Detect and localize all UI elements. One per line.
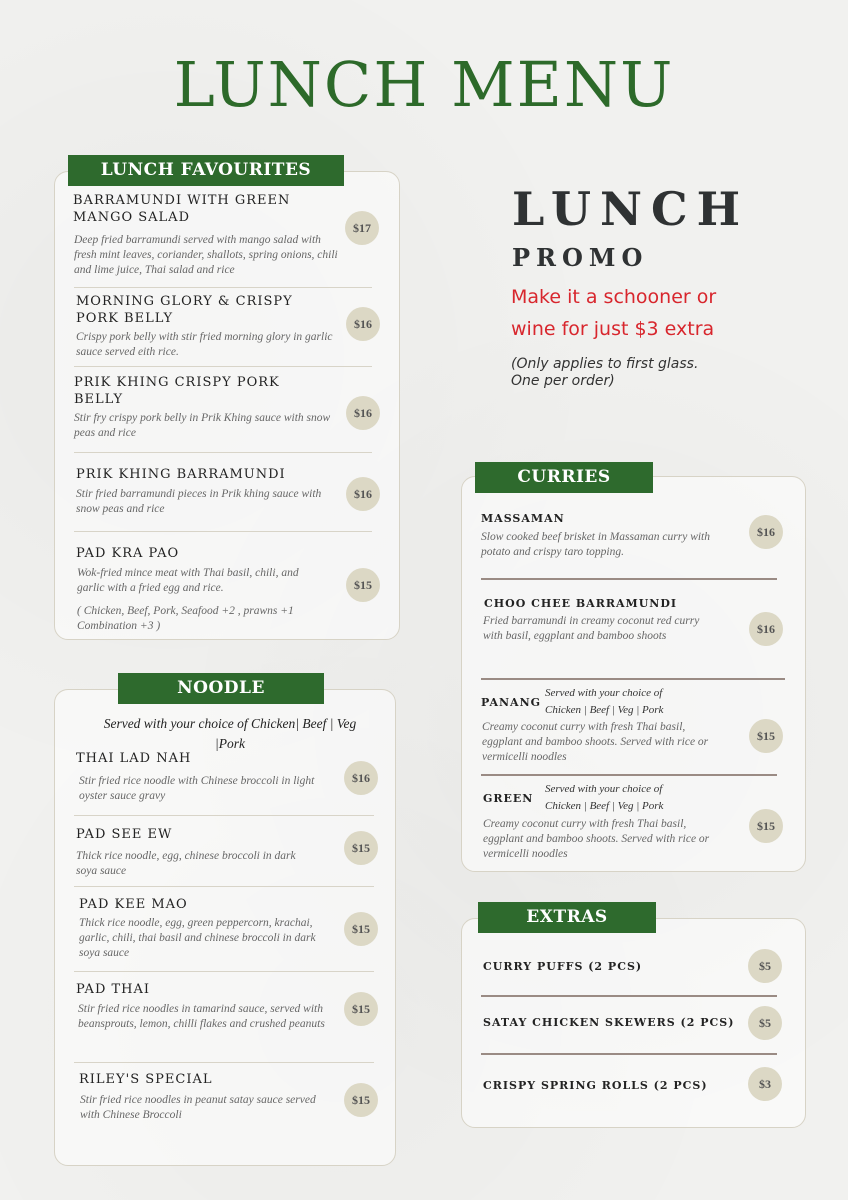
menu-item-desc: Thick rice noodle, egg, green peppercorn, krachai, garlic, chili, thai basil and chinese broccoli in dark soya sauce [79,917,316,959]
divider [481,774,777,776]
menu-item-desc: Stir fried barramundi pieces in Prik khing sauce with snow peas and rice [76,488,322,515]
price-badge: $16 [346,307,380,341]
menu-item-desc: Deep fried barramundi served with mango salad with fresh mint leaves, coriander, shallots, spring onions, chili and lime juice, Thai salad and rice [74,234,338,276]
menu-item-desc: Creamy coconut curry with fresh Thai basil, eggplant and bamboo shoots. Served with rice or vermicelli noodles [482,721,709,763]
menu-item-name: PAD SEE EW [76,827,173,842]
divider [481,678,785,680]
price-badge: $15 [344,912,378,946]
curry-choice-line2: Chicken | Beef | Veg | Pork [545,800,664,812]
menu-item-name: PRIK KHING CRISPY PORK BELLY [74,375,280,407]
divider [74,531,372,532]
price-badge: $15 [344,992,378,1026]
menu-item-desc: Slow cooked beef brisket in Massaman curry with potato and crispy taro topping. [481,531,711,558]
divider [74,366,372,367]
menu-item-name: BARRAMUNDI WITH GREEN MANGO SALAD [73,193,291,225]
menu-item-desc: Creamy coconut curry with fresh Thai basil, eggplant and bamboo shoots. Served with rice or vermicelli noodles [483,818,710,860]
price-badge: $5 [748,1006,782,1040]
divider [74,815,374,816]
menu-item-desc: Stir fried rice noodles in peanut satay sauce served with Chinese Broccoli [80,1094,316,1121]
menu-item-desc: Stir fry crispy pork belly in Prik Khing sauce with snow peas and rice [74,412,331,439]
promo-title: LUNCH [512,182,750,236]
divider [481,995,777,997]
price-badge: $16 [346,396,380,430]
price-badge: $5 [748,949,782,983]
menu-item-name: RILEY'S SPECIAL [79,1072,213,1087]
menu-item-desc: Fried barramundi in creamy coconut red curry with basil, eggplant and bamboo shoots [483,615,700,642]
menu-item-name: PANANG [481,696,542,709]
price-badge: $16 [344,761,378,795]
menu-item-name: GREEN [483,792,534,805]
menu-item-name: CURRY PUFFS (2 PCS) [483,960,643,973]
price-badge: $17 [345,211,379,245]
price-badge: $16 [749,612,783,646]
menu-item-desc: Wok-fried mince meat with Thai basil, chili, and garlic with a fried egg and rice. [77,567,299,594]
extras-heading: EXTRAS [478,902,656,933]
price-badge: $15 [749,809,783,843]
divider [74,452,372,453]
curry-choice-line1: Served with your choice of [545,783,663,795]
price-badge: $15 [346,568,380,602]
menu-item-desc: Thick rice noodle, egg, chinese broccoli in dark soya sauce [76,850,296,877]
promo-note-line1: (Only applies to first glass. [511,356,699,372]
price-badge: $16 [749,515,783,549]
divider [74,886,374,887]
promo-offer-line1: Make it a schooner or [511,286,717,308]
promo-offer-line2: wine for just $3 extra [511,318,715,340]
menu-item-name: THAI LAD NAH [76,751,192,766]
divider [74,971,374,972]
price-badge: $15 [344,1083,378,1117]
price-badge: $15 [749,719,783,753]
favourites-heading: LUNCH FAVOURITES [68,155,344,186]
menu-item-note: ( Chicken, Beef, Pork, Seafood +2 , prawns +1 Combination +3 ) [77,605,294,632]
divider [74,1062,374,1063]
menu-item-name: CRISPY SPRING ROLLS (2 PCS) [483,1079,708,1092]
divider [74,287,372,288]
curry-choice-line2: Chicken | Beef | Veg | Pork [545,704,664,716]
curries-heading: CURRIES [475,462,653,493]
price-badge: $15 [344,831,378,865]
menu-item-desc: Stir fried rice noodle with Chinese broccoli in light oyster sauce gravy [79,775,315,802]
menu-item-name: PAD KEE MAO [79,897,188,912]
noodle-heading: NOODLE [118,673,324,704]
menu-item-name: PAD THAI [76,982,151,997]
menu-item-name: SATAY CHICKEN SKEWERS (2 PCS) [483,1016,735,1029]
divider [481,578,777,580]
menu-item-desc: Stir fried rice noodles in tamarind sauce, served with beansprouts, lemon, chilli flakes and crushed peanuts [78,1003,325,1030]
page-title: LUNCH MENU [173,48,675,121]
price-badge: $3 [748,1067,782,1101]
menu-item-name: PRIK KHING BARRAMUNDI [76,467,286,482]
menu-item-name: MASSAMAN [481,512,565,525]
menu-item-name: PAD KRA PAO [76,546,180,561]
menu-item-desc: Crispy pork belly with stir fried morning glory in garlic sauce served eith rice. [76,331,333,358]
promo-subtitle: PROMO [512,243,649,272]
promo-note-line2: One per order) [511,373,615,389]
price-badge: $16 [346,477,380,511]
curry-choice-line1: Served with your choice of [545,687,663,699]
noodle-choice-note: Served with your choice of Chicken| Beef | Veg |Pork [103,716,357,751]
menu-item-name: CHOO CHEE BARRAMUNDI [484,597,678,610]
menu-item-name: MORNING GLORY & CRISPY PORK BELLY [76,294,293,326]
divider [481,1053,777,1055]
